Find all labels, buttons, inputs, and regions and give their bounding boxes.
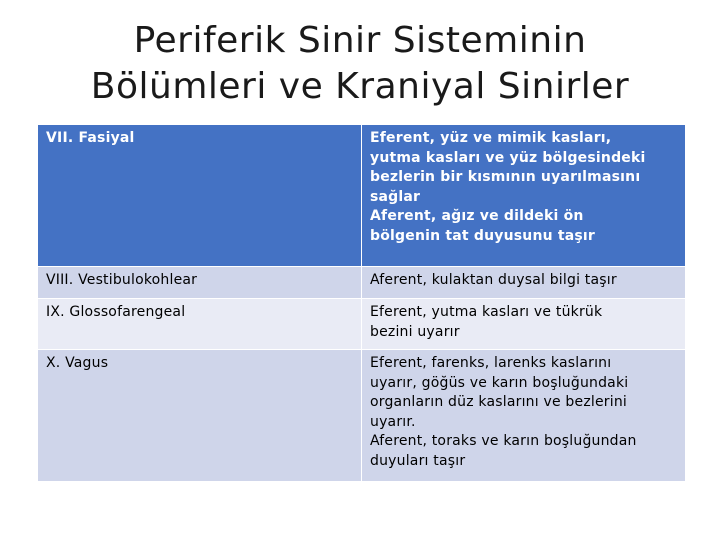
table-cell-nerve (38, 350, 362, 482)
nerve-description: Eferent, yüz ve mimik kasları, yutma kasları ve yüz bölgesindeki bezlerin bir kısmının uyarılmasını sağlar Aferent, ağız ve dildeki ön bölgenin tat duyusunu taşır (370, 130, 646, 244)
slide-title-line-2: Bölümleri ve Kraniyal Sinirler (90, 66, 630, 107)
table-cell-description (362, 299, 686, 350)
table-row (38, 350, 686, 482)
table-cell-nerve (38, 299, 362, 350)
nerve-description: Aferent, kulaktan duysal bilgi taşır (370, 272, 617, 288)
nerve-description: Eferent, farenks, larenks kaslarını uyarır, göğüs ve karın boşluğundaki organların düz kaslarını ve bezlerini uyarır. Aferent, toraks ve karın boşluğundan duyuları taşır (370, 355, 637, 469)
nerve-name: IX. Glossofarengeal (46, 304, 186, 320)
table-row (38, 267, 686, 299)
nerve-name: VII. Fasiyal (46, 130, 135, 146)
table-cell-description (362, 350, 686, 482)
nerve-name: VIII. Vestibulokohlear (46, 272, 198, 288)
table-cell-description (362, 125, 686, 267)
table-row (38, 299, 686, 350)
slide-title (0, 18, 720, 110)
table-cell-nerve (38, 125, 362, 267)
table-cell-description (362, 267, 686, 299)
nerve-description: Eferent, yutma kasları ve tükrük bezini uyarır (370, 304, 603, 340)
slide-title-line-1: Periferik Sinir Sisteminin (133, 20, 587, 61)
cranial-nerves-table (37, 124, 686, 482)
table-header-row (38, 125, 686, 267)
table-cell-nerve (38, 267, 362, 299)
nerve-name: X. Vagus (46, 355, 109, 371)
